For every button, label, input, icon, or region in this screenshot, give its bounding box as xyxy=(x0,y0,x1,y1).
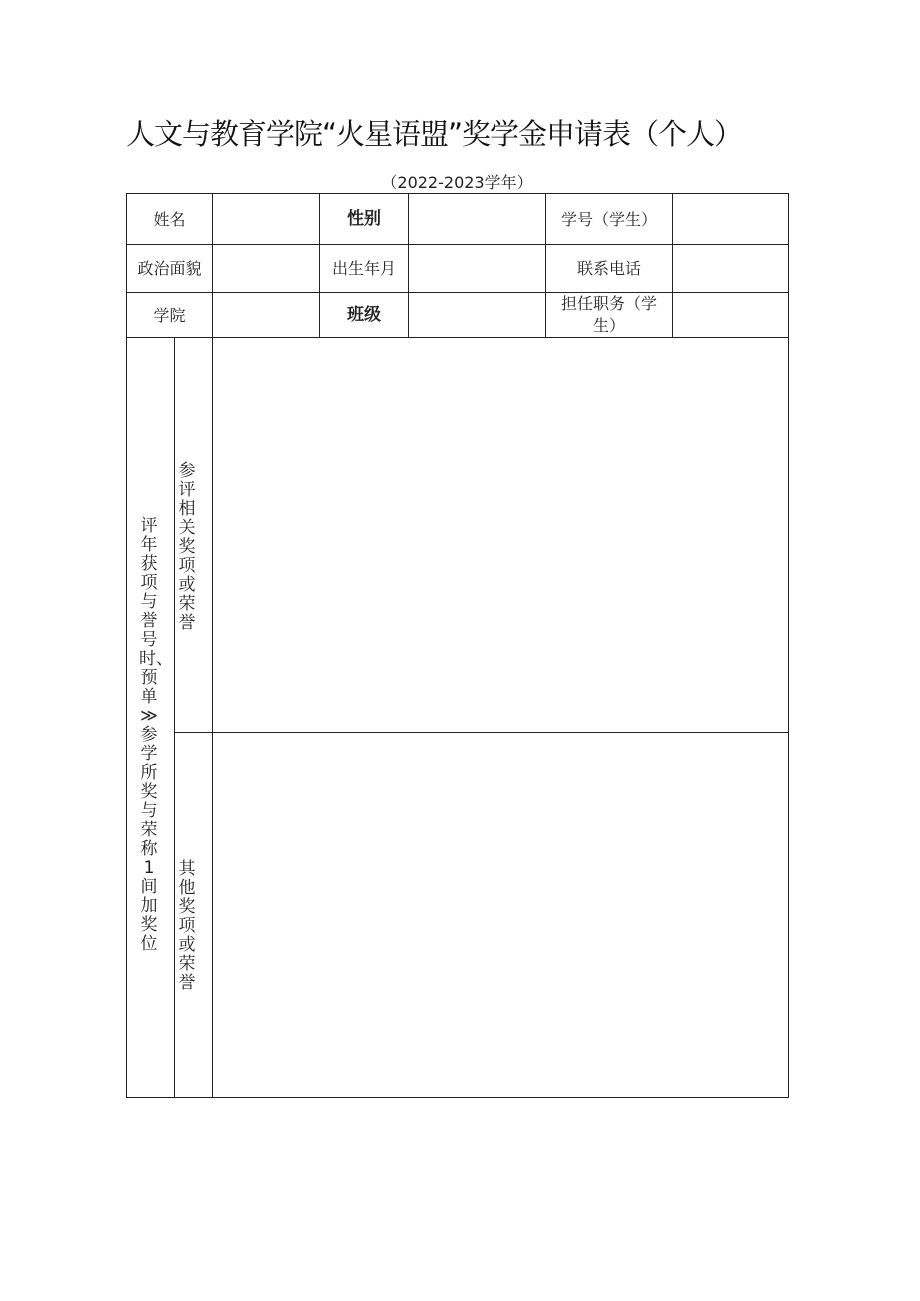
academic-year: （2022-2023学年） xyxy=(381,173,533,192)
phone-label: 联系电话 xyxy=(576,259,641,278)
college-label: 学院 xyxy=(153,305,186,325)
political-field[interactable] xyxy=(213,245,319,292)
name-label: 姓名 xyxy=(153,209,186,229)
gender-field[interactable] xyxy=(409,194,545,244)
student-id-label: 学号（学生） xyxy=(560,209,657,229)
position-field[interactable] xyxy=(673,293,788,337)
phone-field[interactable] xyxy=(673,245,788,292)
related-awards-field[interactable] xyxy=(213,338,788,732)
birth-label: 出生年月 xyxy=(331,259,396,278)
form-title: 人文与教育学院“火星语盟”奖学金申请表（个人） xyxy=(126,117,743,151)
birth-field[interactable] xyxy=(409,245,545,292)
class-field[interactable] xyxy=(409,293,545,337)
related-awards-label: 参评相关奖项或荣誉 xyxy=(178,461,196,633)
gender-label: 性别 xyxy=(347,208,381,229)
other-awards-label: 其他奖项或荣誉 xyxy=(178,859,196,993)
awards-section-label: 评年获项与誉号时、预单≫参学所奖与荣称1间加奖位 xyxy=(139,516,173,954)
political-label: 政治面貌 xyxy=(137,259,202,278)
college-field[interactable] xyxy=(213,293,319,337)
position-label: 担任职务（学生） xyxy=(560,294,657,335)
class-label: 班级 xyxy=(347,304,381,325)
name-field[interactable] xyxy=(213,194,319,244)
other-awards-field[interactable] xyxy=(213,733,788,1097)
student-id-field[interactable] xyxy=(673,194,788,244)
